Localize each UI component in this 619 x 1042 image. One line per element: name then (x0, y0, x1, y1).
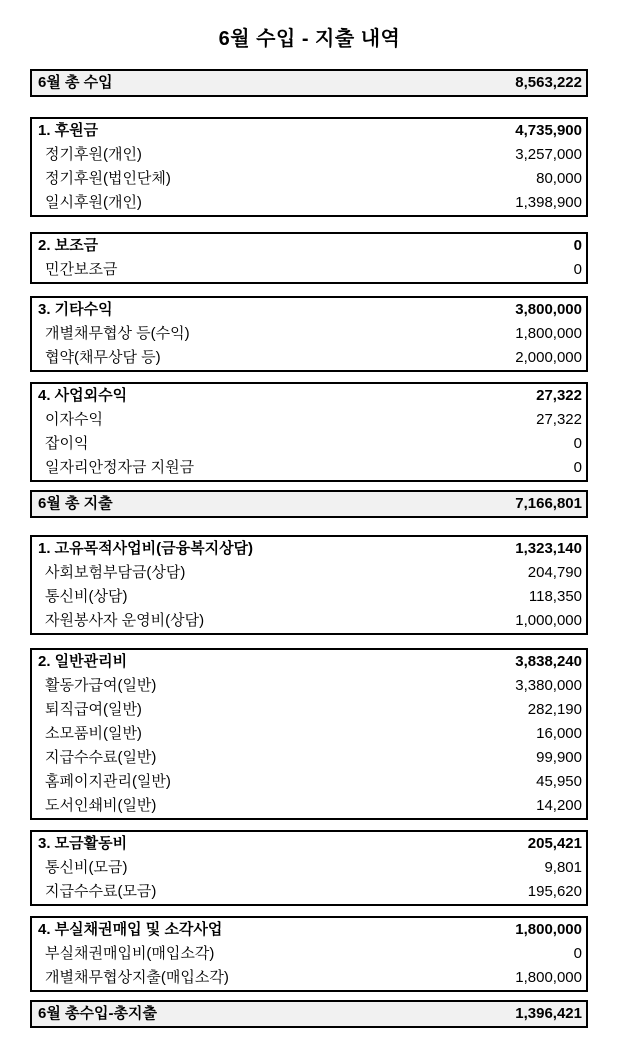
item-label: 정기후원(법인단체) (45, 170, 171, 187)
item-value: 1,800,000 (515, 325, 582, 342)
section-item-row (32, 191, 586, 215)
total-expense-label: 6월 총 지출 (38, 495, 113, 512)
expense-section-general-admin (30, 648, 588, 820)
item-label: 사회보험부담금(상담) (45, 564, 186, 581)
expense-section-fundraising (30, 830, 588, 906)
total-expense-value: 7,166,801 (515, 495, 582, 512)
section-header-label: 4. 부실채권매입 및 소각사업 (38, 921, 223, 938)
section-item-row (32, 346, 586, 370)
item-label: 지급수수료(일반) (45, 749, 157, 766)
item-value: 1,800,000 (515, 969, 582, 986)
item-label: 일자리안정자금 지원금 (45, 459, 195, 476)
item-value: 0 (573, 945, 582, 962)
section-header-value: 27,322 (536, 387, 582, 404)
item-label: 개별채무협상지출(매입소각) (45, 969, 229, 986)
item-label: 일시후원(개인) (45, 194, 142, 211)
section-header-value: 4,735,900 (515, 122, 582, 139)
item-value: 3,380,000 (515, 677, 582, 694)
item-value: 282,190 (527, 701, 582, 718)
item-value: 14,200 (536, 797, 582, 814)
item-value: 16,000 (536, 725, 582, 742)
item-value: 2,000,000 (515, 349, 582, 366)
section-header-value: 0 (573, 237, 582, 254)
net-total-row (30, 1000, 588, 1028)
item-label: 민간보조금 (45, 261, 118, 278)
section-header-value: 3,838,240 (515, 653, 582, 670)
section-header-value: 1,323,140 (515, 540, 582, 557)
item-label: 소모품비(일반) (45, 725, 142, 742)
section-item-row (32, 794, 586, 818)
item-value: 27,322 (536, 411, 582, 428)
section-header-label: 2. 일반관리비 (38, 653, 128, 670)
section-header-row (32, 234, 586, 258)
net-total-label: 6월 총수입-총지출 (38, 1005, 157, 1022)
item-label: 통신비(상담) (45, 588, 128, 605)
item-label: 활동가급여(일반) (45, 677, 157, 694)
item-label: 도서인쇄비(일반) (45, 797, 157, 814)
item-label: 퇴직급여(일반) (45, 701, 142, 718)
item-label: 개별채무협상 등(수익) (45, 325, 190, 342)
item-label: 지급수수료(모금) (45, 883, 157, 900)
total-income-row (30, 69, 588, 97)
section-header-label: 3. 모금활동비 (38, 835, 128, 852)
net-total-value: 1,396,421 (515, 1005, 582, 1022)
section-item-row (32, 966, 586, 990)
item-label: 자원봉사자 운영비(상담) (45, 612, 205, 629)
section-header-label: 1. 고유목적사업비(금융복지상담) (38, 540, 254, 557)
section-item-row (32, 880, 586, 904)
item-value: 9,801 (544, 859, 582, 876)
section-header-value: 1,800,000 (515, 921, 582, 938)
section-item-row (32, 609, 586, 633)
total-expense-row (30, 490, 588, 518)
section-header-row (32, 119, 586, 143)
section-item-row (32, 408, 586, 432)
item-label: 정기후원(개인) (45, 146, 142, 163)
income-section-subsidies (30, 232, 588, 284)
section-header-row (32, 537, 586, 561)
section-item-row (32, 698, 586, 722)
section-item-row (32, 456, 586, 480)
section-item-row (32, 585, 586, 609)
page-title: 6월 수입 - 지출 내역 (218, 28, 401, 50)
section-item-row (32, 942, 586, 966)
section-item-row (32, 746, 586, 770)
expense-section-debt-writeoff (30, 916, 588, 992)
section-header-label: 2. 보조금 (38, 237, 99, 254)
expense-section-core-purpose (30, 535, 588, 635)
item-value: 80,000 (536, 170, 582, 187)
total-income-label: 6월 총 수입 (38, 74, 113, 91)
section-item-row (32, 770, 586, 794)
section-header-value: 3,800,000 (515, 301, 582, 318)
item-label: 통신비(모금) (45, 859, 128, 876)
section-header-row (32, 832, 586, 856)
item-value: 45,950 (536, 773, 582, 790)
item-label: 이자수익 (45, 411, 103, 428)
section-item-row (32, 432, 586, 456)
section-header-value: 205,421 (527, 835, 582, 852)
section-header-row (32, 298, 586, 322)
income-section-other (30, 296, 588, 372)
item-value: 195,620 (527, 883, 582, 900)
item-value: 3,257,000 (515, 146, 582, 163)
total-income-value: 8,563,222 (515, 74, 582, 91)
item-value: 204,790 (527, 564, 582, 581)
item-label: 홈페이지관리(일반) (45, 773, 171, 790)
item-value: 0 (573, 459, 582, 476)
section-header-label: 1. 후원금 (38, 122, 99, 139)
item-label: 부실채권매입비(매입소각) (45, 945, 215, 962)
section-item-row (32, 674, 586, 698)
section-item-row (32, 143, 586, 167)
item-label: 협약(채무상담 등) (45, 349, 161, 366)
item-value: 118,350 (528, 588, 582, 605)
section-header-label: 3. 기타수익 (38, 301, 113, 318)
section-item-row (32, 167, 586, 191)
income-section-non-operating (30, 382, 588, 482)
item-value: 1,398,900 (515, 194, 582, 211)
report-body (30, 69, 588, 1028)
section-item-row (32, 258, 586, 282)
section-header-row (32, 650, 586, 674)
section-item-row (32, 856, 586, 880)
item-value: 1,000,000 (515, 612, 582, 629)
item-label: 잡이익 (45, 435, 89, 452)
item-value: 99,900 (536, 749, 582, 766)
item-value: 0 (573, 261, 582, 278)
item-value: 0 (573, 435, 582, 452)
section-item-row (32, 561, 586, 585)
section-item-row (32, 722, 586, 746)
section-item-row (32, 322, 586, 346)
section-header-label: 4. 사업외수익 (38, 387, 128, 404)
section-header-row (32, 918, 586, 942)
income-section-donations (30, 117, 588, 217)
section-header-row (32, 384, 586, 408)
